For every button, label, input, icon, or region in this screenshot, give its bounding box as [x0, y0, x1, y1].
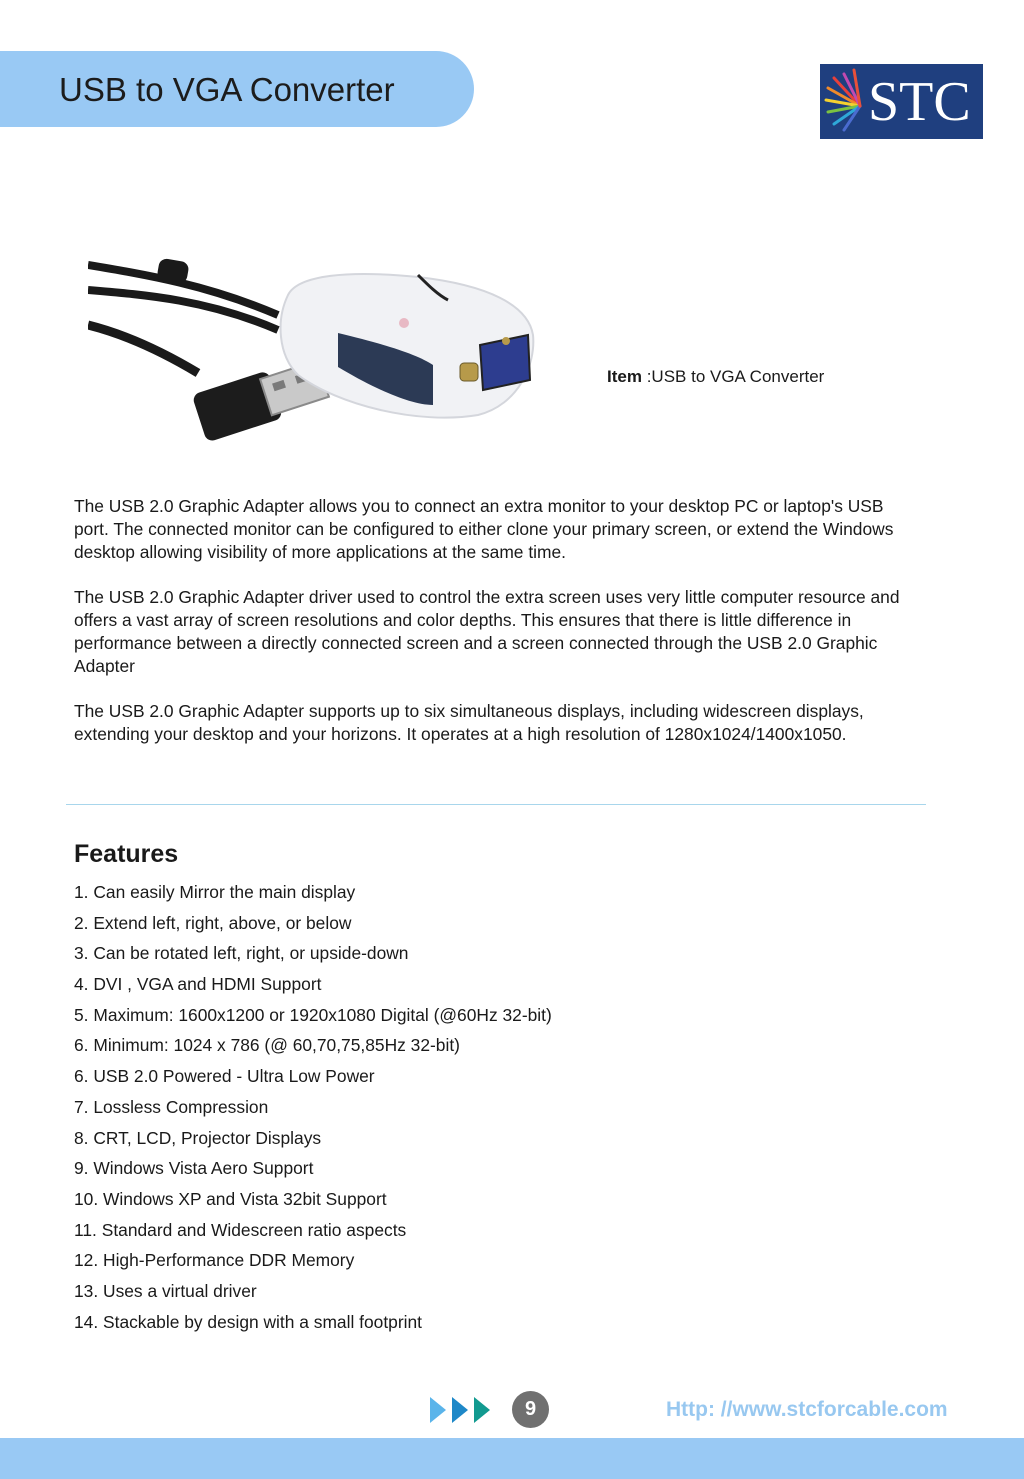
feature-item: 1. Can easily Mirror the main display: [74, 882, 356, 902]
feature-item: 4. DVI , VGA and HDMI Support: [74, 974, 322, 995]
feature-item: 8. CRT, LCD, Projector Displays: [74, 1127, 322, 1148]
description-paragraph-1: The USB 2.0 Graphic Adapter allows you to connect an extra monitor to your desktop PC or laptop's USB port. The connected monitor can be configured to either clone your primary screen, or extend the Windows desktop allowing visibility of more applications at the same time.: [74, 496, 894, 562]
description-paragraph-2: The USB 2.0 Graphic Adapter driver used to control the extra screen uses very little computer resource and offers a vast array of screen resolutions and color depths. This ensures that there is little difference in performance between a directly connected screen and a screen connected through the USB 2.0 Graphic Adapter: [74, 587, 900, 676]
page-number: 9: [512, 1391, 549, 1428]
feature-item: 9. Windows Vista Aero Support: [74, 1158, 314, 1179]
item-label: Item: [607, 367, 642, 386]
section-divider: [66, 804, 926, 805]
page-title: USB to VGA Converter: [59, 71, 395, 108]
feature-item: 6. Minimum: 1024 x 786 (@ 60,70,75,85Hz 32-bit): [74, 1035, 460, 1056]
item-value: :USB to VGA Converter: [641, 367, 825, 386]
usb-vga-adapter-photo: [88, 255, 548, 460]
features-heading: Features: [74, 840, 179, 868]
feature-item: 12. High-Performance DDR Memory: [74, 1250, 355, 1271]
triple-arrow-icon: [430, 1397, 494, 1423]
feature-item: 7. Lossless Compression: [74, 1096, 269, 1117]
website-url[interactable]: Http: //www.stcforcable.com: [666, 1398, 948, 1421]
feature-item: 5. Maximum: 1600x1200 or 1920x1080 Digital (@60Hz 32-bit): [74, 1004, 552, 1025]
feature-item: 14. Stackable by design with a small footprint: [74, 1311, 422, 1332]
footer-band: [0, 1438, 1024, 1479]
feature-item: 10. Windows XP and Vista 32bit Support: [74, 1188, 387, 1209]
description-paragraph-3: The USB 2.0 Graphic Adapter supports up to six simultaneous displays, including widescreen displays, extending your desktop and your horizons. It operates at a high resolution of 1280x1024/1400x1050.: [74, 701, 864, 744]
feature-item: 13. Uses a virtual driver: [74, 1280, 257, 1301]
feature-item: 6. USB 2.0 Powered - Ultra Low Power: [74, 1066, 375, 1087]
feature-item: 3. Can be rotated left, right, or upside-down: [74, 943, 409, 964]
item-line: [607, 367, 824, 387]
features-list: [74, 878, 552, 1338]
feature-item: 11. Standard and Widescreen ratio aspects: [74, 1219, 407, 1240]
logo-text: STC: [868, 71, 971, 133]
stc-logo: [820, 64, 983, 139]
feature-item: 2. Extend left, right, above, or below: [74, 912, 352, 933]
